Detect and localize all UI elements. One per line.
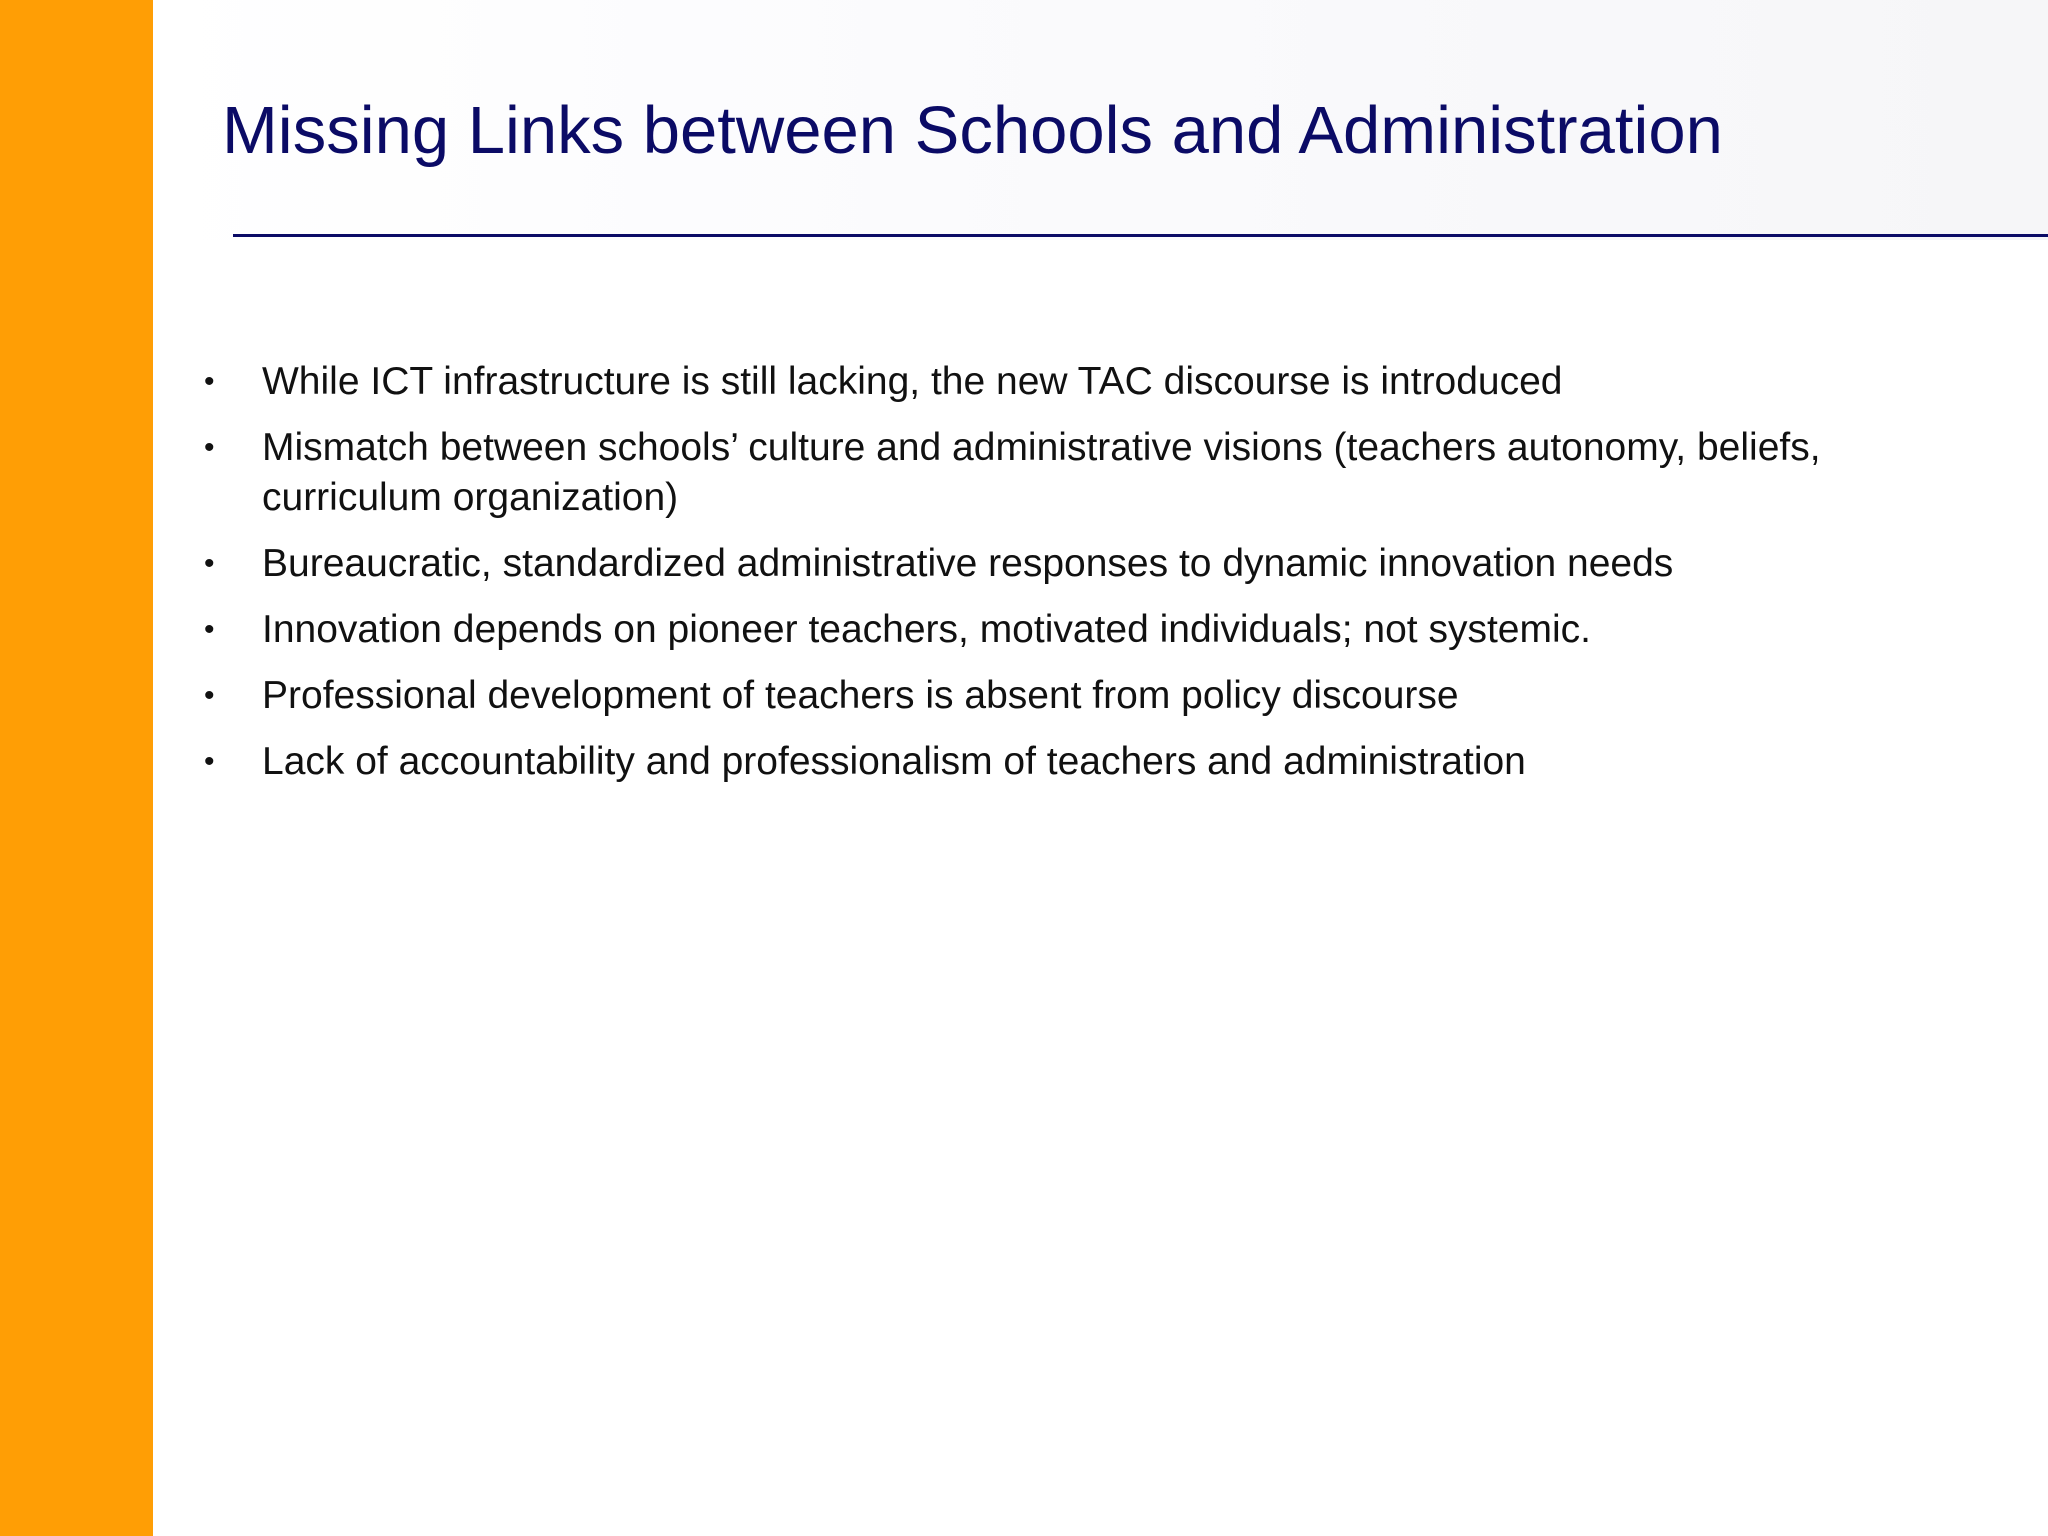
bullet-icon: • bbox=[204, 431, 215, 464]
bullet-text: Innovation depends on pioneer teachers, motivated individuals; not systemic. bbox=[262, 608, 1591, 651]
title-divider bbox=[233, 234, 2048, 237]
bullet-text: Mismatch between schools’ culture and administrative visions (teachers autonomy, beliefs, curriculum organization) bbox=[262, 426, 1821, 519]
bullet-icon: • bbox=[204, 613, 215, 646]
bullet-text: Lack of accountability and professionalism of teachers and administration bbox=[262, 740, 1526, 783]
bullet-item bbox=[200, 423, 1960, 523]
bullet-list bbox=[200, 357, 1960, 803]
bullet-item bbox=[200, 671, 1960, 721]
bullet-item bbox=[200, 539, 1960, 589]
bullet-icon: • bbox=[204, 365, 215, 398]
bullet-icon: • bbox=[204, 745, 215, 778]
bullet-text: Bureaucratic, standardized administrative responses to dynamic innovation needs bbox=[262, 542, 1674, 585]
bullet-icon: • bbox=[204, 679, 215, 712]
bullet-icon: • bbox=[204, 547, 215, 580]
slide-title: Missing Links between Schools and Administration bbox=[222, 93, 1723, 168]
bullet-item bbox=[200, 605, 1960, 655]
bullet-text: While ICT infrastructure is still lacking, the new TAC discourse is introduced bbox=[262, 360, 1563, 403]
bullet-item bbox=[200, 357, 1960, 407]
orange-side-bar bbox=[0, 0, 153, 1536]
bullet-text: Professional development of teachers is absent from policy discourse bbox=[262, 674, 1459, 717]
bullet-item bbox=[200, 737, 1960, 787]
